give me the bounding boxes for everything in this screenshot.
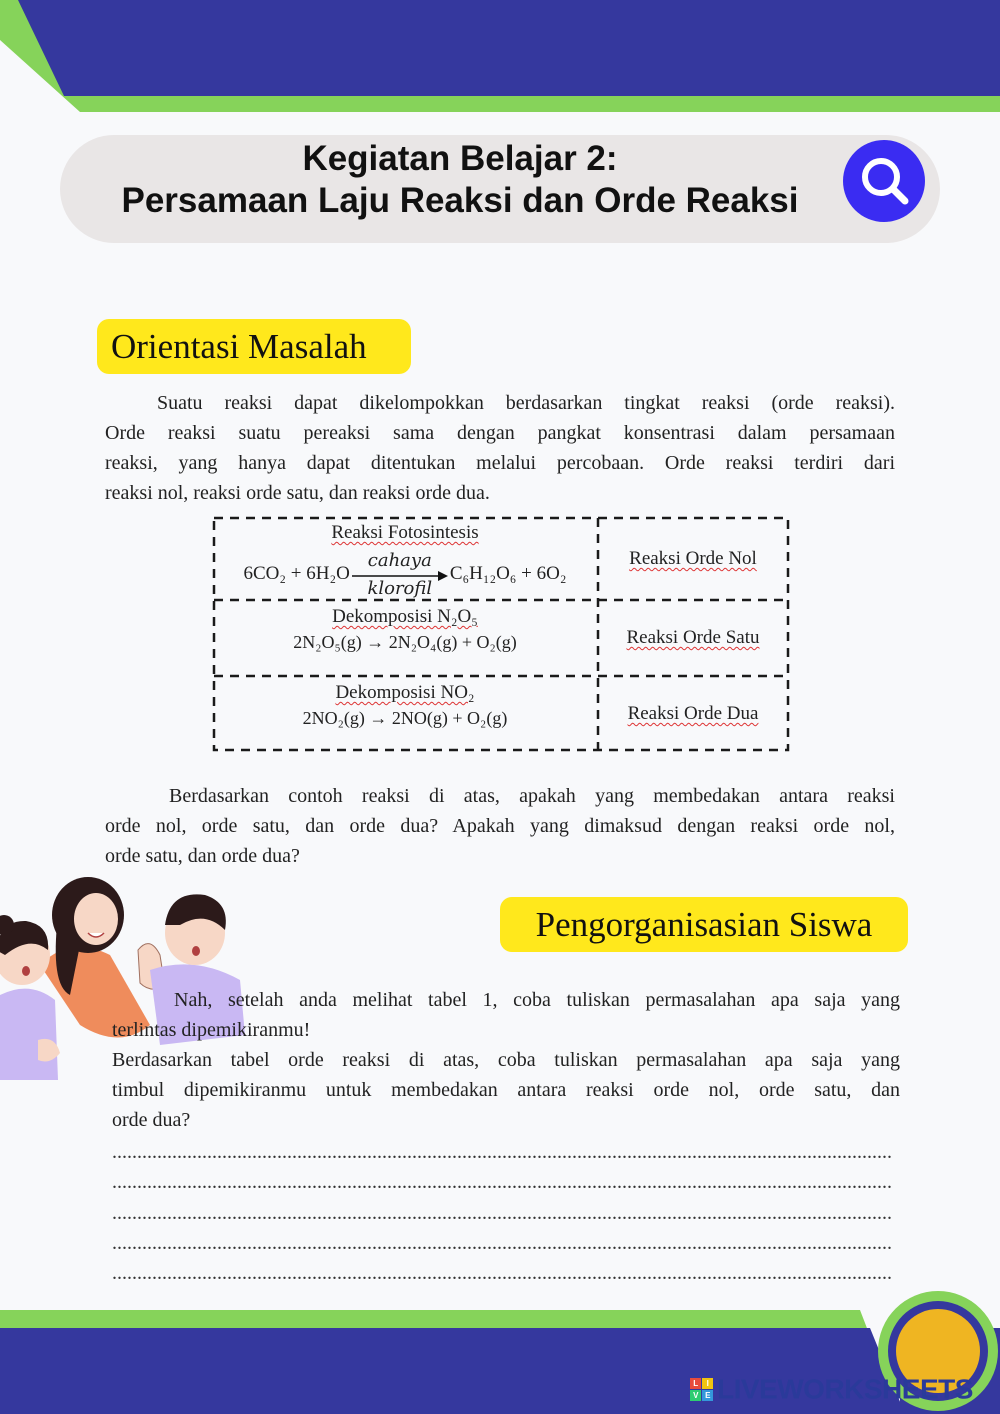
reaction-title: Dekomposisi N₂O₅ (332, 606, 478, 627)
section-label-pengorganisasian-siswa: Pengorganisasian Siswa (500, 897, 908, 952)
paragraph-line: timbul dipemikiranmu untuk membedakan antara reaksi orde nol, orde satu, dan (112, 1079, 900, 1101)
title-line-2: Persamaan Laju Reaksi dan Orde Reaksi (121, 181, 799, 220)
paragraph-line: terlintas dipemikiranmu! (112, 1019, 311, 1041)
paragraph-line: reaksi nol, reaksi orde satu, dan reaksi orde dua. (105, 482, 490, 504)
answer-line-2[interactable]: ............................................................................................................................................................ (112, 1171, 892, 1193)
title-line-1: Kegiatan Belajar 2: (302, 139, 618, 178)
liveworksheets-text: LIVEWORKSHEETS (717, 1373, 973, 1405)
arrow-bottom-label: klorofil (367, 578, 433, 599)
paragraph-line: Orde reaksi suatu pereaksi sama dengan pangkat konsentrasi dalam persamaan (105, 422, 895, 444)
reaction-equation: 2NO₂(g) → 2NO(g) + O₂(g) (302, 708, 508, 728)
reaction-title: Reaksi Fotosintesis (331, 522, 479, 543)
reaction-title: Dekomposisi NO₂ (335, 682, 475, 703)
page-title (60, 138, 860, 222)
liveworksheets-logo-icon: L I V E (690, 1378, 713, 1401)
liveworksheets-watermark[interactable] (690, 1372, 973, 1406)
reaction-order-label: Reaksi Orde Dua (627, 703, 759, 724)
reaction-arrow (352, 550, 448, 598)
paragraph-line: Berdasarkan tabel orde reaksi di atas, coba tuliskan permasalahan apa saja yang (112, 1049, 900, 1071)
paragraph-line: orde satu, dan orde dua? (105, 845, 300, 867)
reaction-equation (212, 550, 598, 598)
section-label-orientasi-masalah: Orientasi Masalah (97, 319, 411, 374)
reaction-order-label: Reaksi Orde Nol (629, 548, 757, 569)
question-paragraph (105, 781, 895, 871)
answer-line-4[interactable]: ............................................................................................................................................................ (112, 1232, 892, 1254)
equation-left: 6CO₂ + 6H₂O (243, 563, 350, 584)
equation-right: C₆H₁₂O₆ + 6O₂ (449, 563, 567, 584)
paragraph-line: orde nol, orde satu, dan orde dua? Apakah yang dimaksud dengan reaksi orde nol, (105, 815, 895, 837)
arrow-top-label: cahaya (367, 550, 432, 571)
top-banner (0, 0, 1000, 112)
task-paragraph (112, 985, 900, 1135)
paragraph-line: Suatu reaksi dapat dikelompokkan berdasarkan tingkat reaksi (orde reaksi). (157, 392, 895, 414)
answer-line-3[interactable]: ............................................................................................................................................................ (112, 1202, 892, 1224)
search-icon (843, 140, 925, 222)
search-button[interactable] (843, 140, 925, 222)
paragraph-line: Berdasarkan contoh reaksi di atas, apakah yang membedakan antara reaksi (169, 785, 895, 807)
reaction-order-table (212, 516, 790, 752)
paragraph-line: reaksi, yang hanya dapat ditentukan melalui percobaan. Orde reaksi terdiri dari (105, 452, 895, 474)
reaction-equation: 2N₂O₅(g) → 2N₂O₄(g) + O₂(g) (293, 632, 517, 652)
paragraph-line: Nah, setelah anda melihat tabel 1, coba tuliskan permasalahan apa saja yang (174, 989, 900, 1011)
paragraph-line: orde dua? (112, 1109, 191, 1131)
answer-line-1[interactable]: ............................................................................................................................................................ (112, 1141, 892, 1163)
orientation-paragraph (105, 388, 895, 508)
reaction-order-label: Reaksi Orde Satu (626, 627, 760, 648)
answer-line-5[interactable]: ............................................................................................................................................................ (112, 1262, 892, 1284)
